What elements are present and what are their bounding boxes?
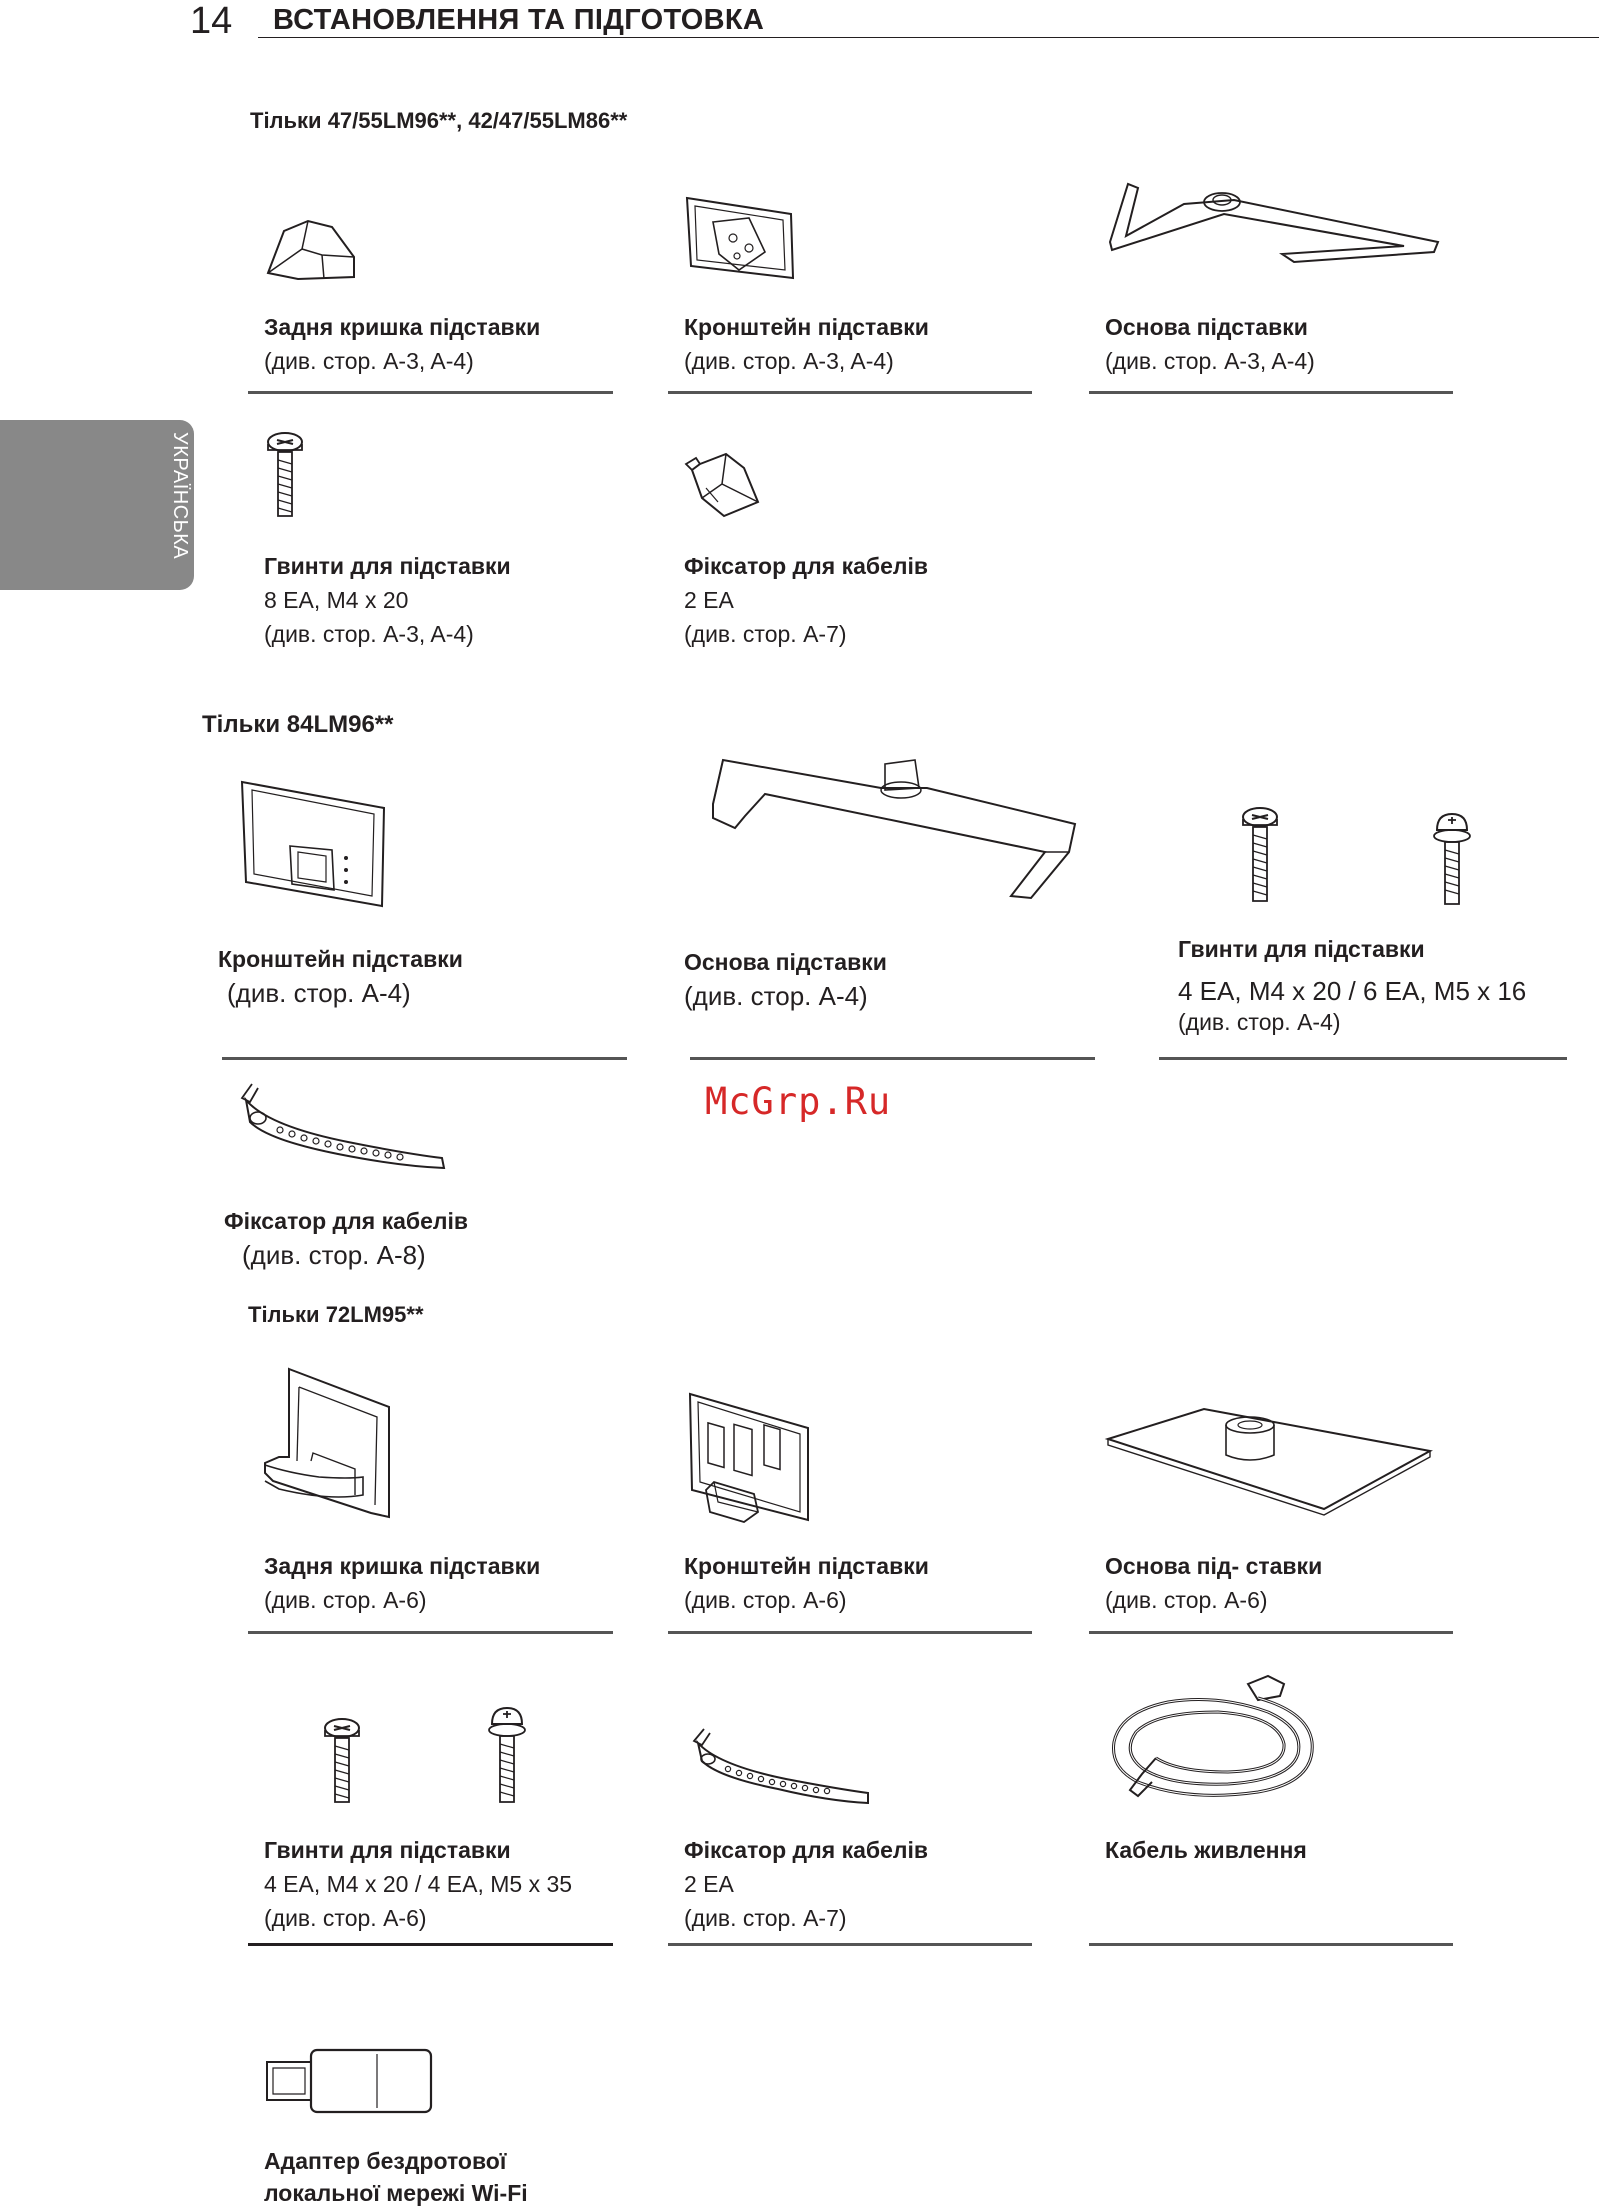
stand-bracket-icon — [238, 778, 388, 908]
item-divider — [668, 1943, 1032, 1946]
item-name: Кронштейн підставки — [684, 1553, 929, 1579]
item-detail: (див. стор. A-3, A-4) — [264, 348, 474, 374]
item-divider — [1089, 391, 1453, 394]
item-name: Основа підставки — [1105, 314, 1308, 340]
cable-tie-icon — [228, 1080, 448, 1172]
item-divider — [668, 391, 1032, 394]
item-divider — [1089, 1943, 1453, 1946]
list-item — [684, 310, 929, 378]
page-title: ВСТАНОВЛЕННЯ ТА ПІДГОТОВКА — [273, 4, 765, 36]
list-item — [684, 1833, 928, 1935]
item-detail: (див. стор. A-6) — [264, 1587, 427, 1613]
cable-holder-icon — [682, 448, 762, 520]
item-divider — [668, 1631, 1032, 1634]
item-name: Фіксатор для кабелів — [684, 1837, 929, 1863]
stand-back-cover-icon — [262, 215, 362, 285]
item-detail: (див. стор. A-3, A-4) — [264, 621, 474, 647]
item-detail: (див. стор. A-3, A-4) — [684, 348, 894, 374]
item-divider — [1159, 1057, 1567, 1060]
item-name: Задня кришка підставки — [264, 1553, 541, 1579]
item-name: Кабель живлення — [1105, 1837, 1307, 1863]
item-name: Основа підставки — [684, 949, 887, 975]
item-divider — [1089, 1631, 1453, 1634]
item-name: Задня кришка підставки — [264, 314, 541, 340]
item-detail: (див. стор. A-6) — [264, 1905, 427, 1931]
language-side-tab — [0, 420, 194, 590]
item-detail: 8 EA, M4 x 20 — [264, 587, 409, 613]
section-title: Тільки 47/55LM96**, 42/47/55LM86** — [250, 108, 628, 133]
list-item — [1105, 1833, 1307, 1867]
language-side-tab-label: УКРАЇНСЬКА — [169, 432, 191, 560]
stand-bracket-icon — [684, 1390, 814, 1525]
screw-icon — [487, 1706, 527, 1806]
item-name: Основа під- ставки — [1105, 1553, 1323, 1579]
list-item — [264, 2145, 528, 2209]
item-detail: 2 EA — [684, 1871, 734, 1897]
screw-icon — [265, 430, 305, 520]
item-name: Гвинти для підставки — [1178, 936, 1425, 962]
list-item — [1105, 1549, 1322, 1617]
stand-base-icon — [1104, 1405, 1434, 1515]
list-item — [1105, 310, 1315, 378]
item-name: Гвинти для підставки — [264, 553, 511, 579]
item-name-line: локальної мережі Wi-Fi — [264, 2180, 528, 2206]
item-detail: (див. стор. A-6) — [1105, 1587, 1268, 1613]
item-detail: (див. стор. A-4) — [1178, 1009, 1341, 1035]
screw-icon — [1432, 812, 1472, 908]
list-item — [684, 945, 887, 1013]
item-name: Кронштейн підставки — [684, 314, 929, 340]
item-detail: (див. стор. A-3, A-4) — [1105, 348, 1315, 374]
item-name-line: Адаптер бездротової — [264, 2148, 507, 2174]
item-detail: (див. стор. A-4) — [684, 981, 868, 1011]
item-detail: 2 EA — [684, 587, 734, 613]
section-title: Тільки 72LM95** — [248, 1302, 424, 1327]
item-divider — [222, 1057, 627, 1060]
list-item — [264, 1549, 540, 1617]
item-detail: (див. стор. A-6) — [684, 1587, 847, 1613]
item-name: Кронштейн підставки — [218, 946, 463, 972]
screw-icon — [1240, 805, 1280, 905]
list-item — [224, 1204, 468, 1272]
item-detail: (див. стор. A-4) — [227, 978, 411, 1008]
screw-icon — [322, 1716, 362, 1806]
item-name: Фіксатор для кабелів — [224, 1208, 469, 1234]
item-divider — [248, 391, 613, 394]
section-title: Тільки 84LM96** — [202, 711, 394, 738]
item-detail: (див. стор. A-8) — [242, 1240, 426, 1270]
item-divider — [248, 1631, 613, 1634]
list-item — [684, 1549, 929, 1617]
list-item — [264, 1833, 572, 1935]
watermark: McGrp.Ru — [705, 1080, 892, 1123]
power-cord-icon — [1108, 1672, 1320, 1807]
stand-bracket-icon — [683, 192, 798, 282]
cable-tie-icon — [682, 1725, 872, 1807]
list-item — [218, 942, 463, 1010]
stand-base-icon — [705, 748, 1080, 908]
item-name: Фіксатор для кабелів — [684, 553, 929, 579]
stand-base-icon — [1104, 180, 1444, 275]
item-name: Гвинти для підставки — [264, 1837, 511, 1863]
list-item — [1178, 932, 1526, 1036]
page-number: 14 — [190, 0, 233, 42]
list-item — [264, 549, 511, 651]
item-detail: (див. стор. A-7) — [684, 621, 847, 647]
item-divider — [690, 1057, 1095, 1060]
item-detail: (див. стор. A-7) — [684, 1905, 847, 1931]
header-divider — [258, 37, 1599, 38]
stand-back-cover-icon — [259, 1365, 394, 1520]
item-detail: 4 EA, M4 x 20 / 6 EA, M5 x 16 — [1178, 976, 1527, 1006]
wifi-adapter-icon — [265, 2048, 435, 2114]
item-detail: 4 EA, M4 x 20 / 4 EA, M5 x 35 — [264, 1871, 573, 1897]
list-item — [684, 549, 928, 651]
item-divider — [248, 1943, 613, 1946]
list-item — [264, 310, 540, 378]
